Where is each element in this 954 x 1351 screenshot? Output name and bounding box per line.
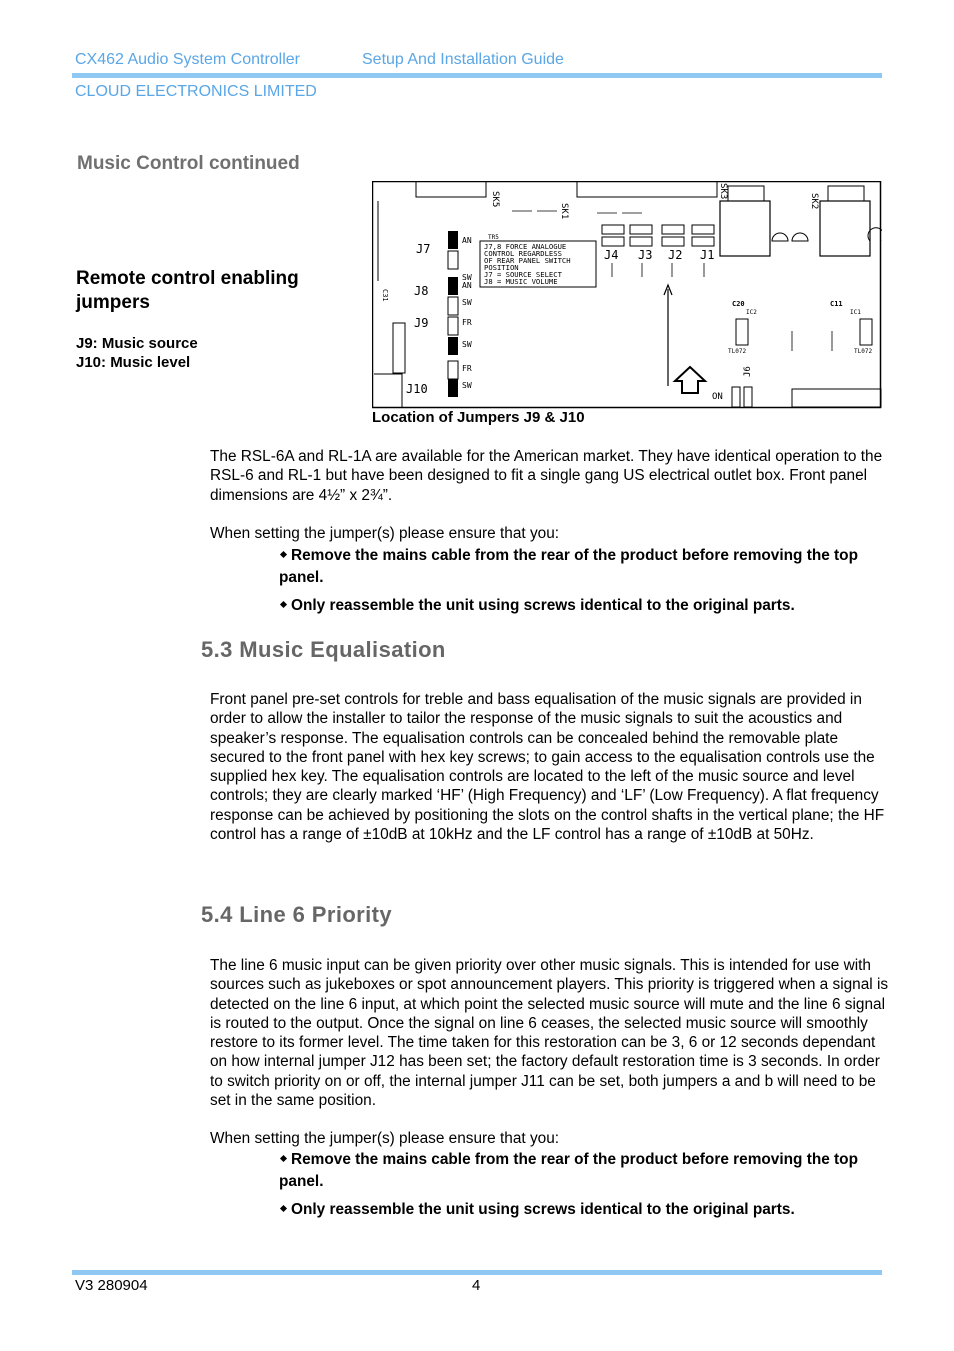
svg-text:POSITION: POSITION [484, 263, 519, 272]
j10-description: J10: Music level [76, 354, 191, 371]
c31-label: C31 [381, 289, 389, 302]
j7-sw-label: SW [462, 273, 472, 282]
header-rule [72, 73, 882, 78]
j10-label: J10 [406, 382, 428, 396]
music-control-heading: Music Control continued [77, 153, 300, 174]
rsl-paragraph: The RSL-6A and RL-1A are available for the American market. They have identical operation to the RSL-6 and RL-1 but have been designed to fit a single gang US electrical outlet box. Front panel dimensions are 4½” x 2¾”. [210, 448, 883, 504]
j8-an-label: AN [462, 281, 472, 290]
header-company: CLOUD ELECTRONICS LIMITED [75, 83, 317, 100]
sk1-label: SK1 [559, 203, 569, 220]
svg-text:J7 = SOURCE SELECT: J7 = SOURCE SELECT [484, 270, 562, 279]
ic2-label: IC2 [746, 309, 757, 316]
tr5-label: TR5 [488, 234, 499, 241]
j6-label: J6 [743, 366, 753, 377]
j3-label: J3 [638, 248, 653, 262]
j9-label: J9 [414, 316, 429, 330]
svg-text:CONTROL REGARDLESS: CONTROL REGARDLESS [484, 249, 562, 258]
svg-text:J8 = MUSIC VOLUME: J8 = MUSIC VOLUME [484, 277, 558, 286]
j10-fr-label: FR [462, 364, 472, 373]
j9-fr-label: FR [462, 318, 472, 327]
sk3-label: SK3 [718, 183, 728, 200]
header-guide-title: Setup And Installation Guide [362, 51, 564, 68]
sk5-label: SK5 [490, 191, 500, 208]
j4-label: J4 [604, 248, 619, 262]
svg-text:J7,8 FORCE ANALOGUE: J7,8 FORCE ANALOGUE [484, 242, 567, 251]
svg-text:OF REAR PANEL SWITCH: OF REAR PANEL SWITCH [484, 256, 571, 265]
j8-label: J8 [414, 284, 429, 298]
pcb-jumper-diagram [372, 181, 882, 409]
section-5-4-body: The line 6 music input can be given priority over other music signals. This is intended for use with sources such as jukeboxes or spot announcement players. This priority is triggered when a signal is detected on the line 6 input, at which point the selected music source will mute and the line 6 signal is routed to the output. Once the signal on line 6 ceases, the selected music source will smoothly restore to its former level. The time taken for this restoration can be 3, 6 or 12 seconds dependant on how internal jumper J12 has been set; the factory default restoration time is 3 seconds. In order to switch priority on or off, the internal jumper J11 can be set, both jumpers a and b will need to be set in the same position. [210, 957, 889, 1110]
j1-label: J1 [700, 248, 715, 262]
section-5-4-title: 5.4 Line 6 Priority [201, 902, 393, 927]
ic1-label: IC1 [850, 309, 861, 316]
tl072-left-label: TL072 [728, 348, 747, 355]
bullet-diamond-icon [280, 1155, 287, 1162]
diagram-caption: Location of Jumpers J9 & J10 [372, 409, 585, 426]
bullet-diamond-icon [280, 551, 287, 558]
bullet-reassemble-2: Only reassemble the unit using screws identical to the original parts. [279, 1199, 889, 1221]
j7-an-label: AN [462, 236, 472, 245]
j2-label: J2 [668, 248, 683, 262]
j7-label: J7 [416, 242, 431, 256]
on-label: ON [712, 392, 723, 402]
remote-jumpers-heading: Remote control enabling jumpers [76, 268, 299, 313]
footer-version: V3 280904 [75, 1277, 148, 1294]
section-5-3-body: Front panel pre-set controls for treble and bass equalisation of the music signals are provided in order to allow the installer to tailor the response of the music signals to suit the acoustics and speaker’s response. The equalisation controls can be concealed behind the removable plate secured to the front panel with hex key screws; to gain access to the equalisation controls use the supplied hex key. The equalisation controls are located to the left of the music source and level controls; they are clearly marked ‘HF’ (High Frequency) and ‘LF’ (Low Frequency). A flat frequency response can be achieved by positioning the slots on the control shafts in the vertical plane; the HF control has a range of ±10dB at 10kHz and the LF control has a range of ±10dB at 50Hz. [210, 691, 885, 844]
jumper-intro-1: When setting the jumper(s) please ensure that you: [210, 525, 560, 542]
j9-description: J9: Music source [76, 335, 198, 352]
bullet-remove-mains-1: Remove the mains cable from the rear of the product before removing the top panel. [279, 547, 858, 586]
j10-sw-label: SW [462, 381, 472, 390]
footer-rule [72, 1270, 882, 1275]
sk2-label: SK2 [809, 193, 819, 210]
c20-label: C20 [732, 300, 745, 308]
bullet-diamond-icon [280, 601, 287, 608]
jumper-intro-2: When setting the jumper(s) please ensure that you: [210, 1130, 560, 1147]
tl072-right-label: TL072 [854, 348, 873, 355]
bullet-diamond-icon [280, 1205, 287, 1212]
bullet-remove-mains-2: Remove the mains cable from the rear of the product before removing the top panel. [279, 1151, 858, 1190]
page-number: 4 [472, 1277, 481, 1294]
pcb-note [484, 242, 571, 286]
section-5-3-title: 5.3 Music Equalisation [201, 637, 446, 662]
bullet-reassemble-1: Only reassemble the unit using screws identical to the original parts. [279, 595, 889, 617]
j8-sw-label: SW [462, 298, 472, 307]
j9-sw-label: SW [462, 340, 472, 349]
c11-label: C11 [830, 300, 843, 308]
header-product: CX462 Audio System Controller [75, 51, 300, 68]
